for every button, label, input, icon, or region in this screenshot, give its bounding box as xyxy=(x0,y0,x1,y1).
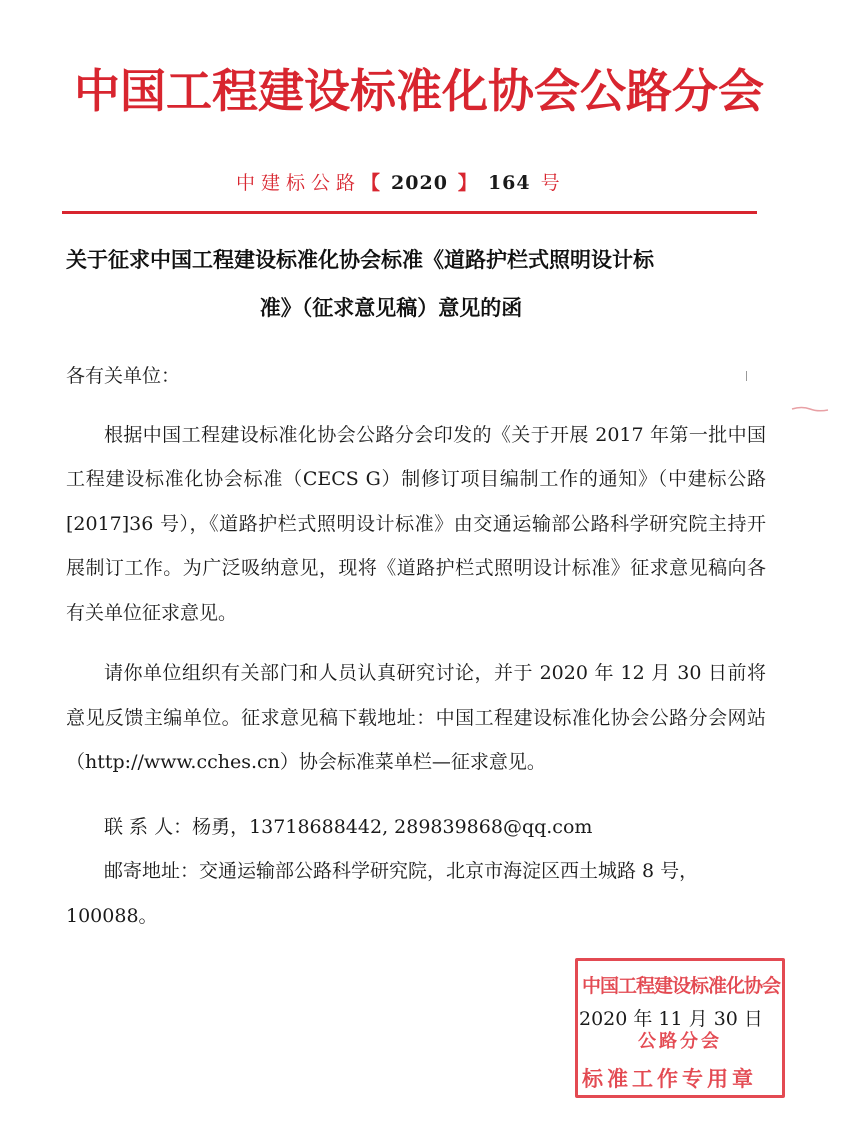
letter-title-line-2: 准》（征求意见稿）意见的函 xyxy=(259,296,523,320)
address-label: 邮寄地址： xyxy=(104,860,200,882)
doc-number-org: 中建标公路 xyxy=(236,172,362,194)
seal-branch-name: 公路分会 xyxy=(638,1031,722,1052)
doc-number-value: 164 xyxy=(487,172,531,194)
letter-title xyxy=(66,236,766,332)
address-line xyxy=(66,849,766,938)
red-divider-line xyxy=(62,211,757,214)
seal-purpose: 标准工作专用章 xyxy=(582,1067,757,1091)
contact-line xyxy=(66,805,766,850)
doc-number-year: 2020 xyxy=(391,172,448,194)
doc-number-open-bracket: 【 xyxy=(361,172,382,194)
scan-smudge xyxy=(790,405,830,413)
address-value: 交通运输部公路科学研究院，北京市海淀区西土城路 8 号，100088。 xyxy=(66,860,699,927)
contact-value: 杨勇，13718688442, 289839868@qq.com xyxy=(192,815,593,838)
salutation: 各有关单位： xyxy=(66,365,181,387)
doc-number-close-bracket: 】 xyxy=(457,172,478,194)
contact-label: 联 系 人： xyxy=(104,815,193,838)
seal-org-name: 中国工程建设标准化协会 xyxy=(582,975,781,997)
issue-date: 2020 年 11 月 30 日 xyxy=(579,1008,763,1030)
doc-number-suffix: 号 xyxy=(540,172,561,194)
paragraph-1: 根据中国工程建设标准化协会公路分会印发的《关于开展 2017 年第一批中国工程建设标准化协会标准（CECS G）制修订项目编制工作的通知》（中建标公路[2017]36 号），《道路护栏式照明设计标准》由交通运输部公路科学研究院主持开展制订工作。为广泛吸纳意见，现将《道路护栏式照明设计标准》征求意见稿向各有关单位征求意见。 xyxy=(66,423,766,624)
letter-body xyxy=(66,354,766,938)
paragraph-2: 请你单位组织有关部门和人员认真研究讨论，并于 2020 年 12 月 30 日前将意见反馈主编单位。征求意见稿下载地址：中国工程建设标准化协会公路分会网站（http://www.cches.cn）协会标准菜单栏—征求意见。 xyxy=(66,662,766,773)
masthead-title: 中国工程建设标准化协会公路分会 xyxy=(74,64,764,118)
letter-title-line-1: 关于征求中国工程建设标准化协会标准《道路护栏式照明设计标 xyxy=(66,248,654,272)
document-number xyxy=(236,168,561,195)
